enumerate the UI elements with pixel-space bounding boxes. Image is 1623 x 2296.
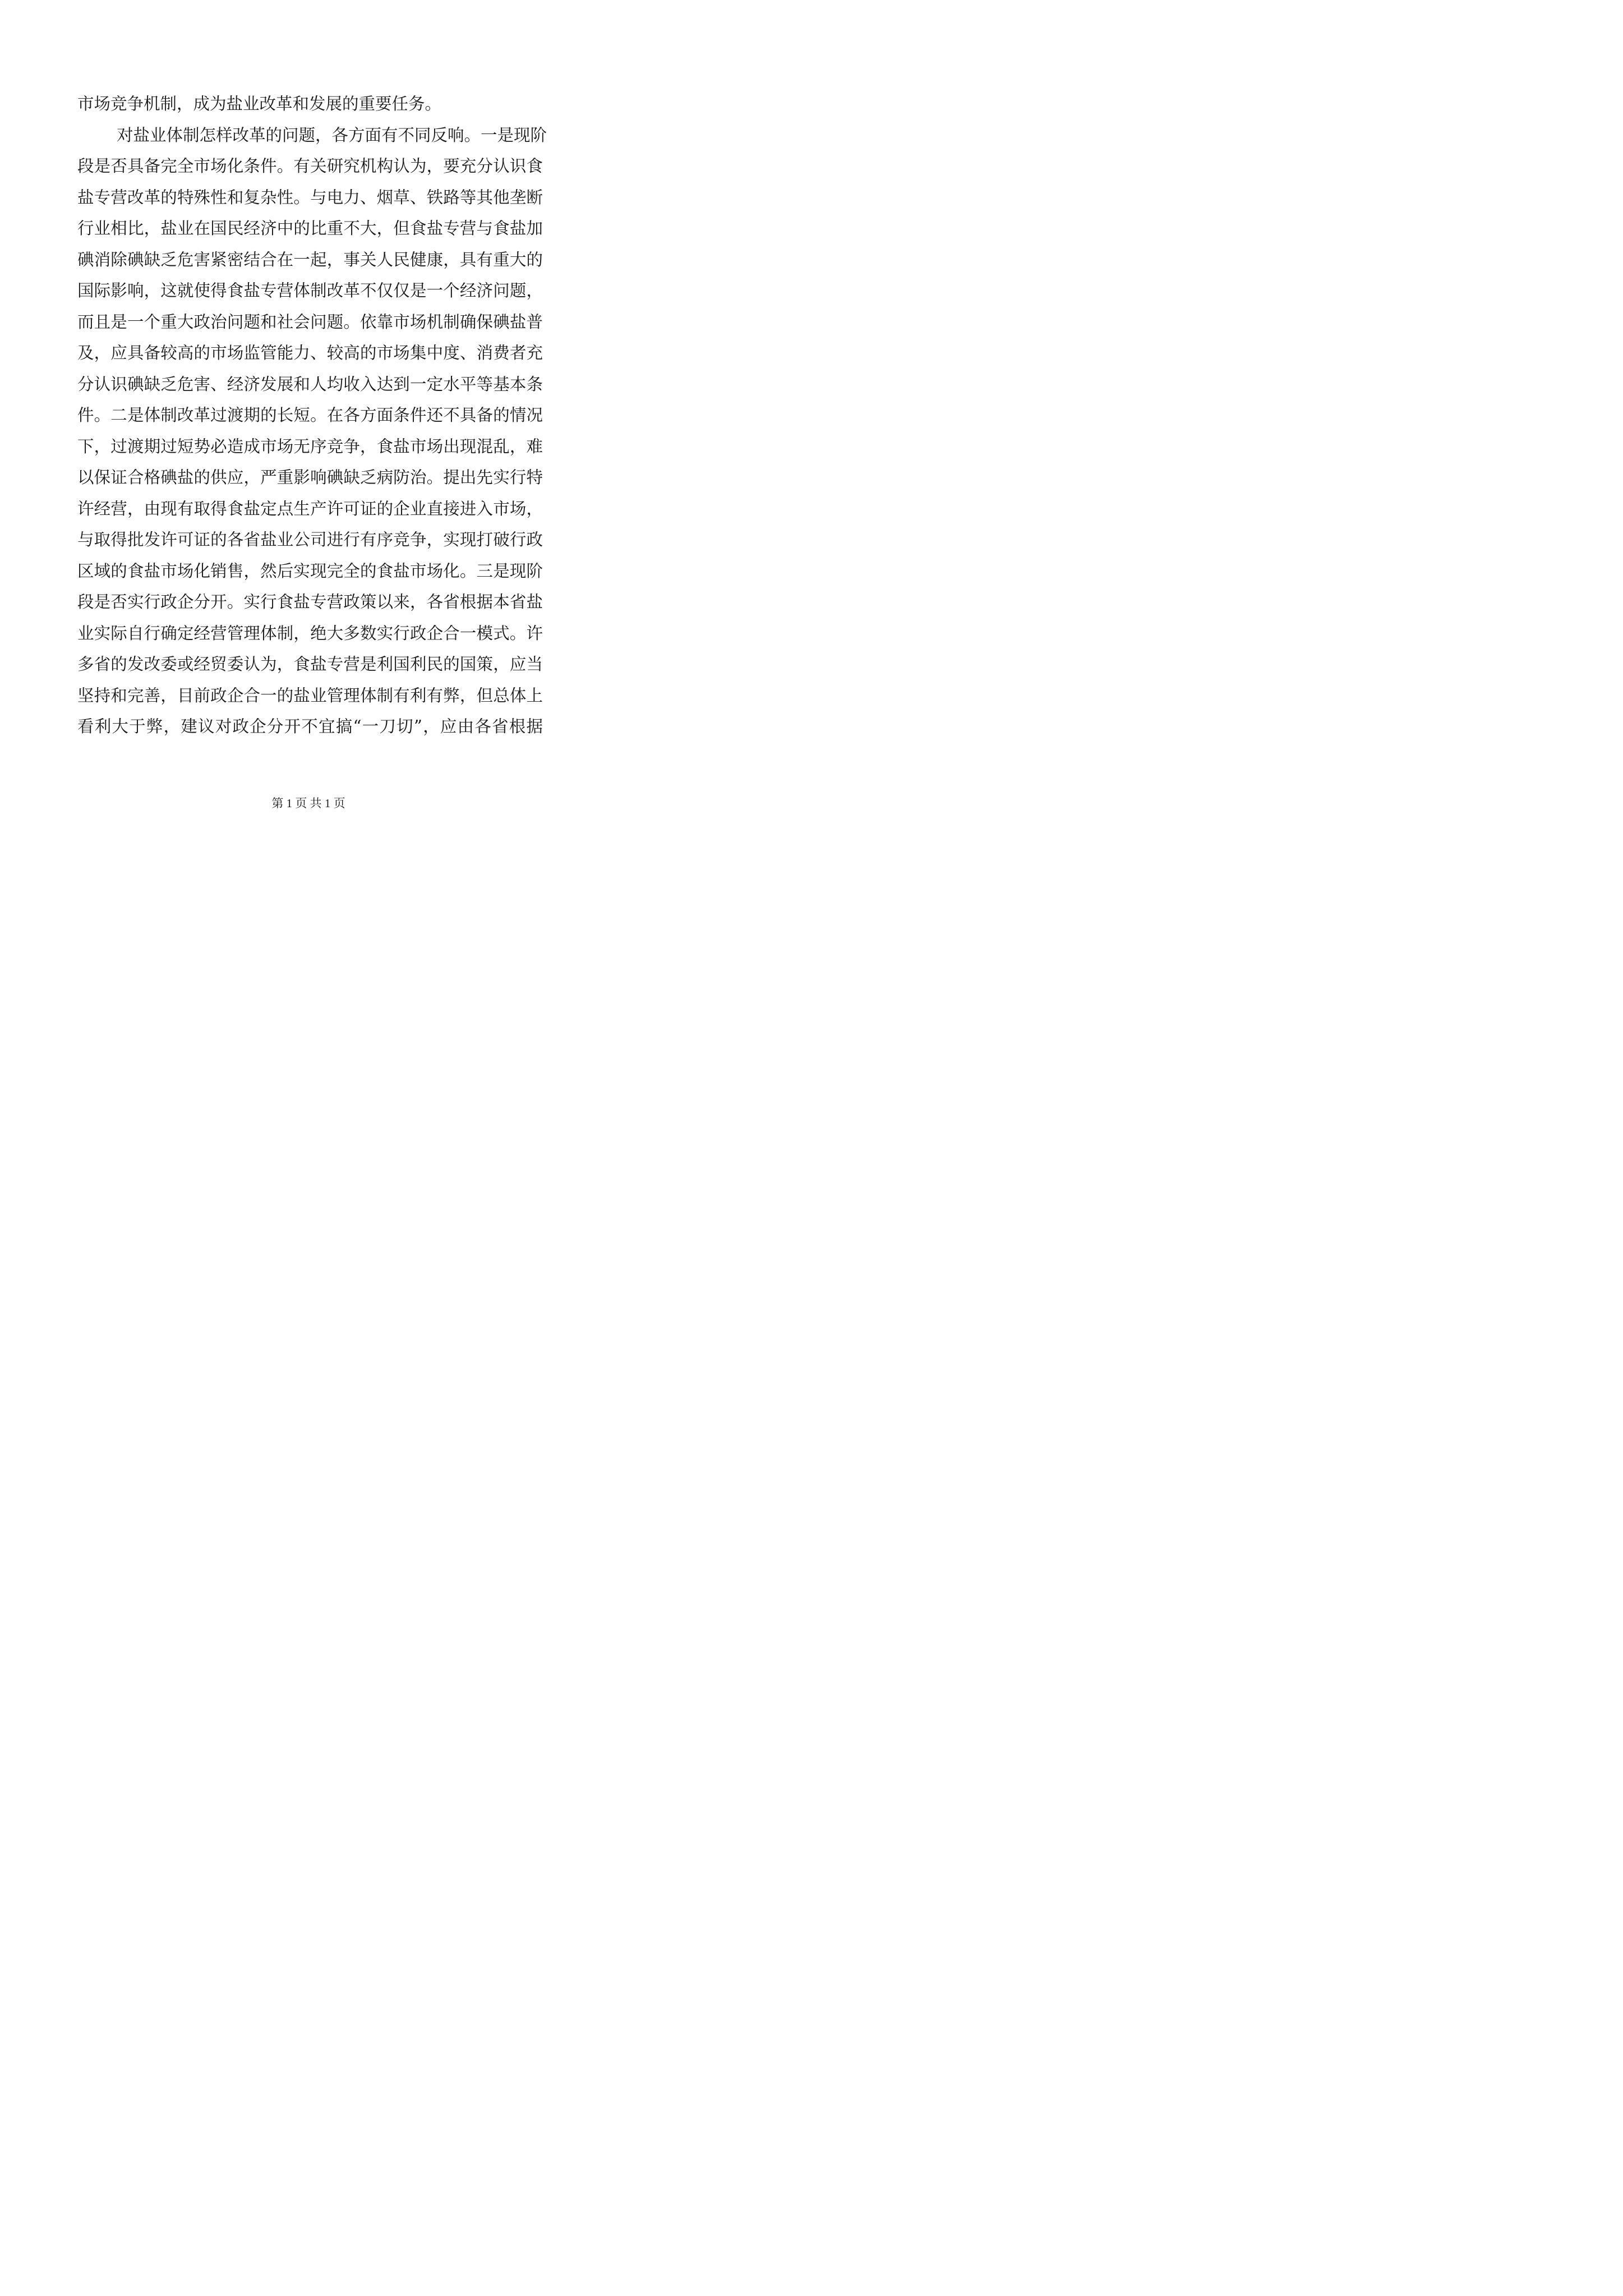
text-line-14: 许经营，由现有取得食盐定点生产许可证的企业直接进入市场，: [77, 499, 543, 518]
text-line-17: 段是否实行政企分开。实行食盐专营政策以来，各省根据本省盐: [77, 592, 543, 611]
text-line-10: 分认识碘缺乏危害、经济发展和人均收入达到一定水平等基本条: [77, 374, 543, 394]
text-line-9: 及，应具备较高的市场监管能力、较高的市场集中度、消费者充: [77, 343, 543, 362]
text-line-8: 而且是一个重大政治问题和社会问题。依靠市场机制确保碘盐普: [77, 312, 543, 332]
document-body: [77, 89, 547, 743]
text-line-21: 看利大于弊，建议对政企分开不宜搞“一刀切”，应由各省根据: [77, 717, 543, 736]
text-line-3: 段是否具备完全市场化条件。有关研究机构认为，要充分认识食: [77, 157, 543, 176]
text-line-4: 盐专营改革的特殊性和复杂性。与电力、烟草、铁路等其他垄断: [77, 187, 543, 207]
text-line-2: 对盐业体制怎样改革的问题，各方面有不同反响。一是现阶: [117, 125, 547, 145]
text-line-5: 行业相比，盐业在国民经济中的比重不大，但食盐专营与食盐加: [77, 219, 543, 238]
text-line-7: 国际影响，这就使得食盐专营体制改革不仅仅是一个经济问题，: [77, 281, 543, 300]
page-footer: [0, 795, 617, 811]
text-line-15: 与取得批发许可证的各省盐业公司进行有序竞争，实现打破行政: [77, 530, 543, 549]
text-line-19: 多省的发改委或经贸委认为，食盐专营是利国利民的国策，应当: [77, 655, 543, 674]
document-page: [0, 0, 617, 873]
page-number-label: 第 1 页 共 1 页: [271, 797, 345, 810]
text-line-13: 以保证合格碘盐的供应，严重影响碘缺乏病防治。提出先实行特: [77, 468, 543, 487]
text-line-18: 业实际自行确定经营管理体制，绝大多数实行政企合一模式。许: [77, 623, 543, 643]
text-line-20: 坚持和完善，目前政企合一的盐业管理体制有利有弊，但总体上: [77, 685, 543, 705]
text-line-12: 下，过渡期过短势必造成市场无序竞争，食盐市场出现混乱，难: [77, 436, 543, 456]
text-line-6: 碘消除碘缺乏危害紧密结合在一起，事关人民健康，具有重大的: [77, 250, 543, 269]
text-line-11: 件。二是体制改革过渡期的长短。在各方面条件还不具备的情况: [77, 406, 543, 425]
text-line-1: 市场竞争机制，成为盐业改革和发展的重要任务。: [77, 94, 442, 113]
text-line-16: 区域的食盐市场化销售，然后实现完全的食盐市场化。三是现阶: [77, 561, 543, 581]
